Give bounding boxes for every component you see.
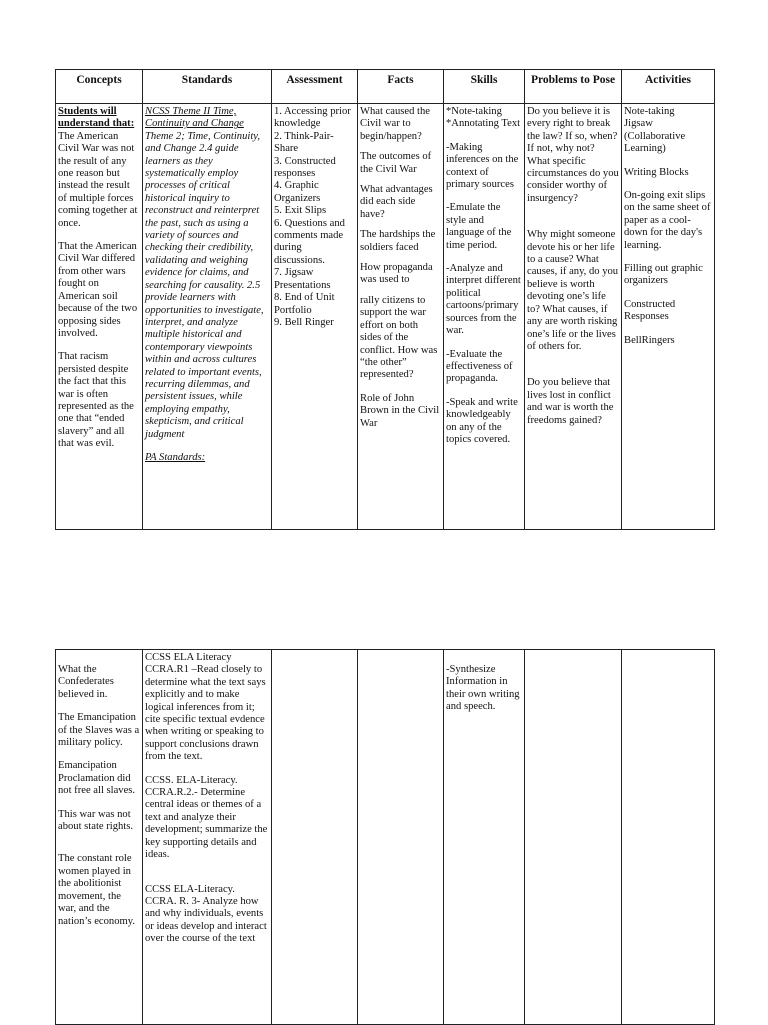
facts-cell bbox=[358, 650, 444, 1025]
activities-cell bbox=[622, 104, 715, 530]
unit-plan-table-top bbox=[55, 69, 715, 530]
skills-cell bbox=[444, 650, 525, 1025]
activity-item: Note-taking bbox=[624, 106, 675, 117]
concept-item: That racism persisted despite the fact that this war is often represented as the one that “ended slavery” and all that was evil. bbox=[58, 351, 134, 450]
standards-cell bbox=[143, 650, 272, 1025]
fact-item: The hardships the soldiers faced bbox=[360, 229, 436, 253]
skill-item: -Speak and write knowledgeably on any of the topics covered. bbox=[446, 396, 518, 445]
assessment-item: 3. Constructed responses bbox=[274, 155, 336, 180]
activities-cell bbox=[622, 650, 715, 1025]
header-assessment: Assessment bbox=[272, 70, 358, 104]
skill-item: -Analyze and interpret different political cartoons/primary sources from the war. bbox=[446, 263, 521, 337]
problem-item: Why might someone devote his or her life to a cause? What causes, if any, do you believe is worth devoting one’s life to? What causes, if any are worth risking one’s life or the lives of others for. bbox=[527, 229, 619, 352]
concepts-intro: Students will understand that: bbox=[58, 106, 135, 130]
header-activities: Activities bbox=[622, 70, 715, 104]
problem-item: Do you believe it is every right to break the law? If so, when? If not, why not? What specific circumstances do you consider worthy of insurgency? bbox=[527, 106, 619, 204]
activity-item: On-going exit slips on the same sheet of paper as a cool-down for the day's learning. bbox=[624, 190, 711, 251]
assessment-item: 7. Jigsaw Presentations bbox=[274, 267, 331, 291]
skills-cell bbox=[444, 104, 525, 530]
skill-item: -Synthesize Information in their own writing and speech. bbox=[446, 664, 520, 713]
fact-item: What caused the Civil war to begin/happen? bbox=[360, 106, 431, 142]
header-skills: Skills bbox=[444, 70, 525, 104]
fact-item: Role of John Brown in the Civil War bbox=[360, 392, 440, 429]
table-row bbox=[56, 650, 715, 1025]
header-facts: Facts bbox=[358, 70, 444, 104]
table-row bbox=[56, 104, 715, 530]
unit-plan-table-bottom bbox=[55, 649, 715, 1025]
problems-cell bbox=[525, 104, 622, 530]
header-standards: Standards bbox=[143, 70, 272, 104]
standard-item: CCSS. ELA-Literacy. CCRA.R.2.- Determine central ideas or themes of a text and analyze their development; summarize the key supporting details and ideas. bbox=[145, 774, 268, 861]
header-concepts: Concepts bbox=[56, 70, 143, 104]
skill-item: -Emulate the style and language of the time period. bbox=[446, 202, 512, 251]
assessment-item: 1. Accessing prior knowledge bbox=[274, 106, 351, 130]
activity-item: Constructed Responses bbox=[624, 298, 676, 323]
concept-item: The American Civil War was not the result of any one reason but instead the result of multiple forces coming together at once. bbox=[58, 130, 138, 229]
assessment-item: 6. Questions and comments made during discussions. bbox=[274, 217, 345, 266]
fact-item: What advantages did each side have? bbox=[360, 184, 433, 220]
pa-standards-label: PA Standards: bbox=[145, 451, 206, 463]
skill-item: -Evaluate the effectiveness of propaganda. bbox=[446, 348, 513, 385]
facts-cell bbox=[358, 104, 444, 530]
assessment-item: 8. End of Unit Portfolio bbox=[274, 292, 335, 316]
activity-item: BellRingers bbox=[624, 334, 675, 346]
concept-item: That the American Civil War differed from other wars fought on American soil because of the two opposing sides involved. bbox=[58, 241, 138, 339]
standard-item: CCSS ELA-Literacy. CCRA. R. 3- Analyze how and why individuals, events or ideas develop and interact over the course of the text bbox=[145, 883, 267, 945]
standards-body: Theme 2; Time, Continuity, and Change 2.4 guide learners as they systematically employ processes of critical historical inquiry to reconstruct and reinterpret the past, such as using a variety of sources and checking their credibility, validating and weighing evidence for claims, and searching for causality. 2.5 provide learners with opportunities to investigate, interpret, and analyze multiple historical and contemporary viewpoints within and across cultures related to important events, recurring dilemmas, and persistent issues, while employing empathy, skepticism, and critical judgment bbox=[145, 130, 264, 440]
concept-item: The constant role women played in the abolitionist movement, the war, and the nation’s economy. bbox=[58, 853, 135, 927]
concept-item: What the Confederates believed in. bbox=[58, 664, 114, 700]
concepts-cell bbox=[56, 650, 143, 1025]
concept-item: The Emancipation of the Slaves was a military policy. bbox=[58, 712, 140, 749]
header-row bbox=[56, 70, 715, 104]
skill-item: *Note-taking *Annotating Text bbox=[446, 106, 521, 130]
activity-item: Writing Blocks bbox=[624, 166, 689, 178]
concept-item: Emancipation Proclamation did not free all slaves. bbox=[58, 760, 136, 797]
fact-item: rally citizens to support the war effort on both sides of the conflict. How was “the other” represented? bbox=[360, 294, 438, 381]
assessment-cell bbox=[272, 650, 358, 1025]
concepts-cell bbox=[56, 104, 143, 530]
assessment-item: 4. Graphic Organizers bbox=[274, 180, 321, 204]
standards-cell bbox=[143, 104, 272, 530]
problem-item: Do you believe that lives lost in conflict and war is worth the freedoms gained? bbox=[527, 377, 614, 426]
assessment-item: 5. Exit Slips bbox=[274, 205, 327, 217]
header-problems-to-pose: Problems to Pose bbox=[525, 70, 622, 104]
activity-item: Filling out graphic organizers bbox=[624, 263, 703, 287]
concept-item: This war was not about state rights. bbox=[58, 808, 134, 833]
assessment-cell bbox=[272, 104, 358, 530]
fact-item: How propaganda was used to bbox=[360, 262, 433, 286]
standard-item: CCSS ELA Literacy CCRA.R1 –Read closely to determine what the text says explicitly and to make logical inferences from it; cite specific textual evdence when writing or speaking to support conclusions drawn from the text. bbox=[145, 652, 266, 763]
fact-item: The outcomes of the Civil War bbox=[360, 151, 432, 175]
assessment-item: 9. Bell Ringer bbox=[274, 316, 334, 328]
standards-theme-line: NCSS Theme II Time, Continuity and Change bbox=[145, 106, 244, 130]
assessment-item: 2. Think-Pair-Share bbox=[274, 130, 334, 155]
activity-item: Jigsaw (Collaborative Learning) bbox=[624, 118, 686, 155]
skill-item: -Making inferences on the context of primary sources bbox=[446, 141, 519, 191]
problems-cell bbox=[525, 650, 622, 1025]
